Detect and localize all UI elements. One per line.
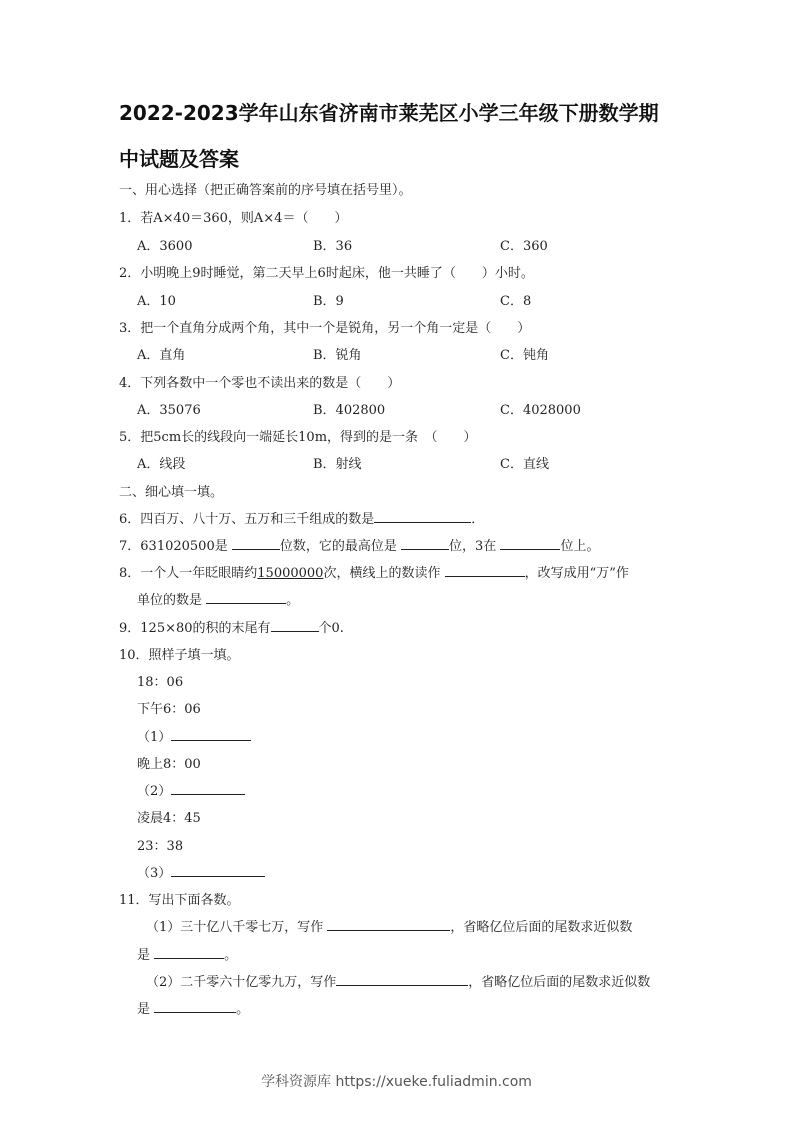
question-5-option-b: B．射线 (313, 457, 362, 472)
question-3-option-b: B．锐角 (313, 348, 362, 363)
q10-part-2 (137, 780, 245, 799)
q10-time-2: 晚上8：00 (137, 757, 201, 772)
question-5-option-a: A．线段 (137, 457, 186, 472)
footer-watermark: 学科资源库 https://xueke.fuliadmin.com (261, 1074, 532, 1090)
question-2-option-c: C．8 (500, 294, 532, 309)
answer-blank[interactable] (206, 591, 286, 604)
q11-sub-1-text-a: （1）三十亿八千零七万，写作 (146, 920, 324, 935)
answer-blank[interactable] (327, 918, 450, 931)
question-8-number: 15000000 (257, 566, 324, 581)
q10-example-1: 18：06 (137, 675, 184, 690)
question-8-text-e: 。 (286, 593, 300, 608)
answer-blank[interactable] (232, 537, 280, 550)
question-4-option-c: C．4028000 (500, 403, 581, 418)
answer-blank[interactable] (374, 510, 471, 523)
question-4: 4．下列各数中一个零也不读出来的数是（ ） (119, 376, 401, 391)
q10-time-3: 凌晨4：45 (137, 811, 201, 826)
page-title-line-2: 中试题及答案 (119, 147, 239, 171)
q10-part-3-label: （3） (137, 866, 172, 881)
q10-time-4: 23：38 (137, 839, 184, 854)
answer-blank[interactable] (171, 782, 245, 795)
q11-sub-1-text-b: ，省略亿位后面的尾数求近似数 (450, 920, 633, 935)
q11-sub-1-text-d: 。 (224, 948, 238, 963)
question-1: 1．若A×40＝360，则A×4＝（ ） (119, 211, 348, 226)
question-1-option-b: B．36 (313, 239, 353, 254)
question-7-text-b: 位数，它的最高位是 (279, 539, 397, 554)
question-3-option-c: C．钝角 (500, 348, 549, 363)
q11-sub-2-text-a: （2）二千零六十亿零九万，写作 (146, 975, 337, 990)
q10-part-3 (137, 862, 265, 881)
question-2-option-a: A．10 (137, 294, 176, 309)
page-title-line-1: 2022-2023学年山东省济南市莱芜区小学三年级下册数学期 (119, 101, 659, 125)
answer-blank[interactable] (171, 728, 251, 741)
question-7 (119, 535, 599, 554)
question-6-end: ． (471, 512, 485, 527)
question-5-option-c: C．直线 (500, 457, 549, 472)
section-1-heading: 一、用心选择（把正确答案前的序号填在括号里）。 (119, 183, 412, 198)
q10-example-2: 下午6：06 (137, 702, 201, 717)
answer-blank[interactable] (336, 973, 468, 986)
answer-blank[interactable] (500, 537, 560, 550)
question-6-text: 6．四百万、八十万、五万和三千组成的数是 (119, 512, 375, 527)
question-3-option-a: A．直角 (137, 348, 186, 363)
q11-sub-2-text-d: 。 (236, 1002, 250, 1017)
answer-blank[interactable] (445, 564, 525, 577)
question-7-text-a: 7．631020500是 (119, 539, 228, 554)
q11-sub-1-text-c: 是 (137, 948, 151, 963)
question-8-continued (137, 589, 299, 608)
question-6 (119, 508, 484, 527)
answer-blank[interactable] (271, 619, 319, 632)
question-1-option-a: A．3600 (137, 239, 193, 254)
question-1-option-c: C．360 (500, 239, 548, 254)
q11-sub-1-continued (137, 944, 237, 963)
question-8 (119, 562, 629, 581)
question-3: 3．把一个直角分成两个角，其中一个是锐角，另一个角一定是（ ） (119, 321, 531, 336)
q11-sub-2-text-b: ，省略亿位后面的尾数求近似数 (468, 975, 651, 990)
question-9-text-b: 个0. (318, 621, 344, 636)
question-4-option-b: B．402800 (313, 403, 386, 418)
q10-part-2-label: （2） (137, 784, 172, 799)
question-9-text-a: 9．125×80的积的末尾有 (119, 621, 271, 636)
question-8-text-b: 次，横线上的数读作 (323, 566, 441, 581)
answer-blank[interactable] (154, 946, 224, 959)
question-9 (119, 617, 344, 636)
question-10-heading: 10．照样子填一填。 (119, 648, 240, 663)
question-2: 2．小明晚上9时睡觉，第二天早上6时起床，他一共睡了（ ）小时。 (119, 266, 534, 281)
q10-part-1-label: （1） (137, 730, 172, 745)
section-2-heading: 二、细心填一填。 (119, 485, 224, 500)
q11-sub-2 (146, 971, 650, 990)
question-8-text-a: 8．一个人一年眨眼睛约 (119, 566, 258, 581)
answer-blank[interactable] (154, 1000, 236, 1013)
question-7-text-c: 位，3在 (449, 539, 497, 554)
question-2-option-b: B．9 (313, 294, 344, 309)
answer-blank[interactable] (401, 537, 449, 550)
question-7-text-d: 位上。 (560, 539, 600, 554)
q11-sub-1 (146, 916, 632, 935)
question-4-option-a: A．35076 (137, 403, 201, 418)
question-8-text-c: ，改写成用“万”作 (524, 566, 629, 581)
question-11-heading: 11．写出下面各数。 (119, 893, 240, 908)
q11-sub-2-continued (137, 998, 249, 1017)
question-8-text-d: 单位的数是 (137, 593, 203, 608)
answer-blank[interactable] (171, 864, 265, 877)
q11-sub-2-text-c: 是 (137, 1002, 151, 1017)
q10-part-1 (137, 726, 251, 745)
question-5: 5．把5cm长的线段向一端延长10m，得到的是一条 （ ） (119, 430, 477, 445)
